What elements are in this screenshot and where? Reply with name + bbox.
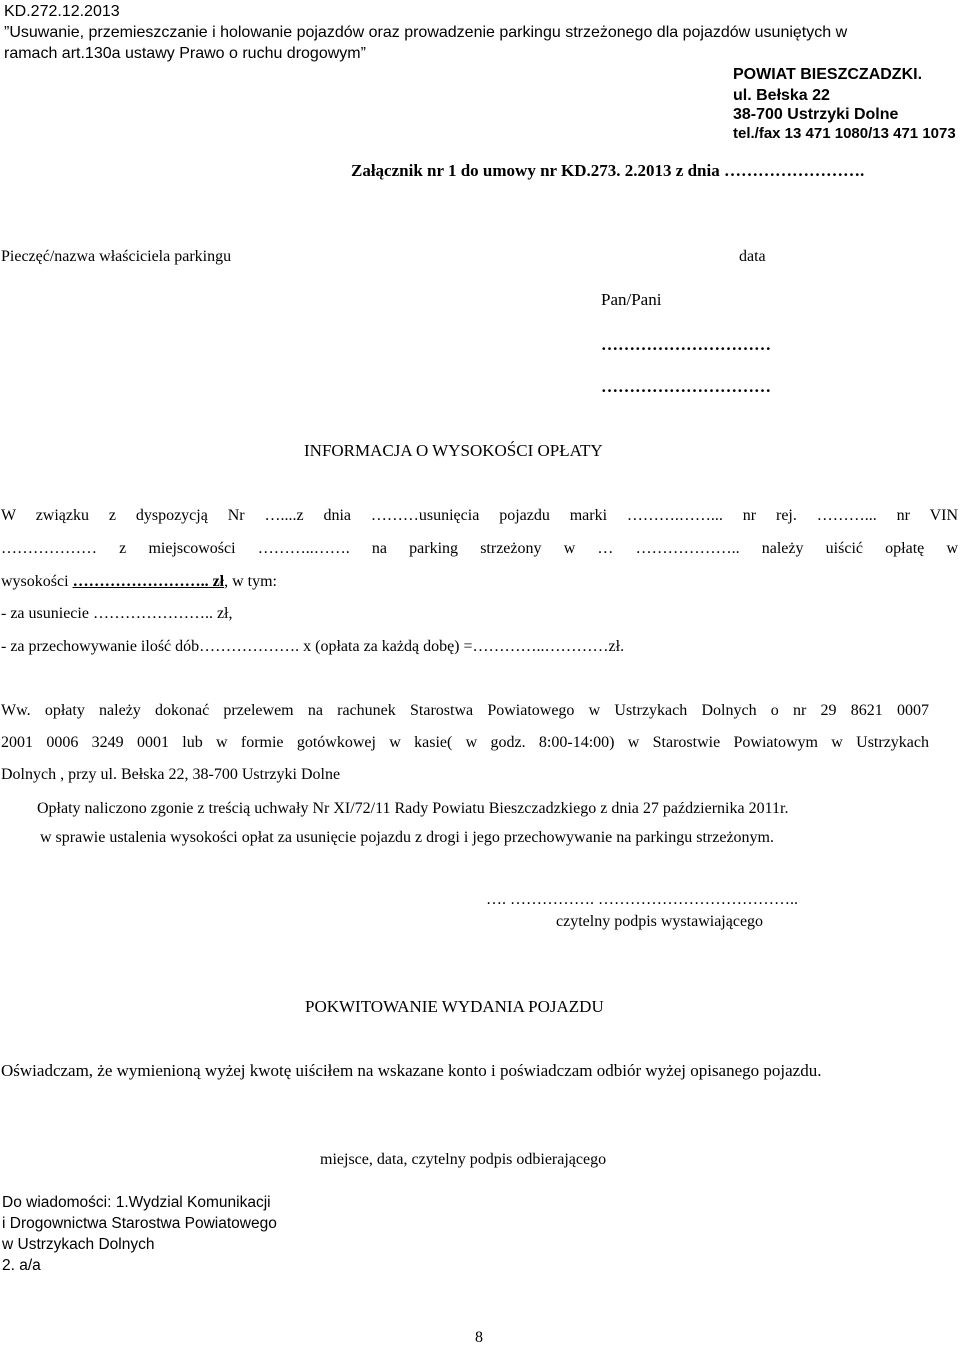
payment-line-1: Ww. opłaty należy dokonać przelewem na rachunek Starostwa Powiatowego w Ustrzykach Dolnych o nr 29 8621 0007 xyxy=(1,702,929,719)
address-street: ul. Bełska 22 xyxy=(733,87,830,104)
fee-storage-line: - za przechowywanie ilość dób………………. x (opłata za każdą dobę) =…………..…………zł. xyxy=(1,638,625,655)
receipt-signature-label: miejsce, data, czytelny podpis odbierającego xyxy=(320,1151,607,1168)
recipient-label: Pan/Pani xyxy=(601,290,662,309)
receipt-statement: Oświadczam, że wymienioną wyżej kwotę uiściłem na wskazane konto i poświadczam odbiór wyżej opisanego pojazdu. xyxy=(1,1061,822,1080)
document-reference: KD.272.12.2013 xyxy=(4,3,120,20)
subject-line-2: ramach art.130a ustawy Prawo o ruchu drogowym” xyxy=(4,45,366,62)
resolution-line-2: w sprawie ustalenia wysokości opłat za usunięcie pojazdu z drogi i jego przechowywanie na parkingu strzeżonym. xyxy=(40,829,774,846)
address-phone: tel./fax 13 471 1080/13 471 1073 xyxy=(733,125,956,142)
subject-line-1: ”Usuwanie, przemieszczanie i holowanie pojazdów oraz prowadzenie parkingu strzeżonego dla pojazdów usuniętych w xyxy=(4,24,848,41)
distribution-line-3: w Ustrzykach Dolnych xyxy=(2,1236,155,1253)
payment-line-2: 2001 0006 3249 0001 lub w formie gotówkowej w kasie( w godz. 8:00-14:00) w Starostwie Powiatowym w Ustrzykach xyxy=(1,734,929,751)
fee-amount-placeholder: …………………….. xyxy=(72,573,209,590)
fee-info-line-1: W związku z dyspozycją Nr …....z dnia ………usunięcia pojazdu marki ……….……... nr rej. ………... nr VIN xyxy=(1,507,958,524)
resolution-line-1: Opłaty naliczono zgonie z treścią uchwały Nr XI/72/11 Rady Powiatu Bieszczadzkiego z dnia 27 października 2011r. xyxy=(37,800,789,817)
payment-line-3: Dolnych , przy ul. Bełska 22, 38-700 Ustrzyki Dolne xyxy=(1,766,341,783)
page-number: 8 xyxy=(475,1329,483,1346)
distribution-line-4: 2. a/a xyxy=(2,1257,41,1274)
fee-info-prefix: wysokości xyxy=(1,573,73,590)
document-title: INFORMACJA O WYSOKOŚCI OPŁATY xyxy=(304,441,603,460)
distribution-line-1: Do wiadomości: 1.Wydzial Komunikacji xyxy=(2,1194,271,1211)
fee-info-line-2: ……………… z miejscowości ………..……. na parking strzeżony w … ……………….. należy uiścić opłatę w xyxy=(1,540,958,557)
stamp-label: Pieczęć/nazwa właściciela parkingu xyxy=(1,248,232,265)
fee-info-suffix: , w tym: xyxy=(224,573,277,590)
date-label: data xyxy=(739,248,766,265)
signature-label: czytelny podpis wystawiającego xyxy=(556,913,764,930)
address-name: POWIAT BIESZCZADZKI. xyxy=(733,66,923,83)
receipt-title: POKWITOWANIE WYDANIA POJAZDU xyxy=(305,997,604,1016)
fee-removal-line: - za usuniecie ………………….. zł, xyxy=(1,605,233,622)
recipient-line-2: ………………………… xyxy=(601,377,771,396)
signature-line: …. ……………. ……………………………….. xyxy=(486,891,798,908)
recipient-line-1: ………………………… xyxy=(601,335,771,354)
attachment-line: Załącznik nr 1 do umowy nr KD.273. 2.2013 z dnia ……………………. xyxy=(351,161,865,180)
fee-currency: zł xyxy=(208,573,225,590)
fee-info-line-3 xyxy=(1,571,277,592)
address-city: 38-700 Ustrzyki Dolne xyxy=(733,106,899,123)
distribution-line-2: i Drogownictwa Starostwa Powiatowego xyxy=(2,1215,277,1232)
